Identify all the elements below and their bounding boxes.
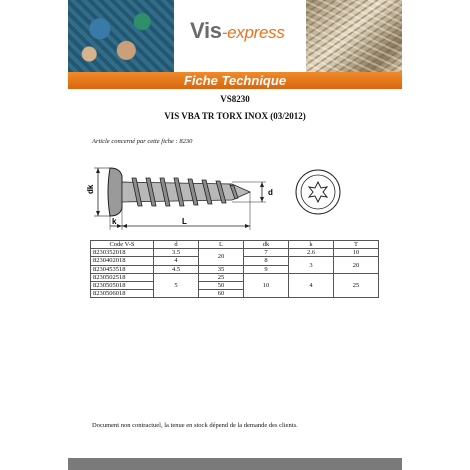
dk-cell: 9 xyxy=(244,265,289,273)
col-header-T: T xyxy=(334,241,379,249)
d-label: d xyxy=(268,188,273,197)
disclaimer-note: Document non contractuel, la tenue en stock dépend de la demande des clients. xyxy=(92,422,298,429)
header-banner xyxy=(68,0,402,72)
workshop-photo xyxy=(68,0,174,72)
k-cell: 3 xyxy=(289,257,334,273)
d-cell: 3.5 xyxy=(154,249,199,257)
spec-table xyxy=(90,240,379,298)
T-cell: 10 xyxy=(334,249,379,257)
col-header-d: d xyxy=(154,241,199,249)
table-header-row xyxy=(91,241,379,249)
T-cell: 20 xyxy=(334,257,379,273)
table-row xyxy=(91,249,379,257)
concerned-article: Article concerné par cette fiche : 8230 xyxy=(92,138,193,145)
col-header-dk: dk xyxy=(244,241,289,249)
col-header-code: Code V-S xyxy=(91,241,154,249)
table-row xyxy=(91,273,379,281)
dk-label: dk xyxy=(86,184,95,194)
d-cell: 4 xyxy=(154,257,199,265)
dk-cell: 8 xyxy=(244,257,289,265)
screws-photo xyxy=(306,0,402,72)
technical-sheet xyxy=(68,0,402,470)
k-cell: 2.6 xyxy=(289,249,334,257)
L-cell: 60 xyxy=(199,290,244,298)
k-cell: 4 xyxy=(289,273,334,298)
code-cell: 8230505018 xyxy=(91,282,154,290)
L-cell: 35 xyxy=(199,265,244,273)
brand-main-text: Vis xyxy=(190,18,222,43)
dk-cell: 7 xyxy=(244,249,289,257)
d-cell: 4.5 xyxy=(154,265,199,273)
d-cell: 5 xyxy=(154,273,199,298)
fiche-technique-banner: Fiche Technique xyxy=(68,72,402,89)
L-label: L xyxy=(182,217,187,226)
product-code: VS8230 xyxy=(220,94,250,104)
col-header-L: L xyxy=(199,241,244,249)
code-cell: 8230502518 xyxy=(91,273,154,281)
screw-head xyxy=(108,168,122,216)
col-header-k: k xyxy=(289,241,334,249)
k-label: k xyxy=(112,217,117,226)
code-cell: 8230506018 xyxy=(91,290,154,298)
code-cell: 8230402018 xyxy=(91,257,154,265)
code-cell: 8230453518 xyxy=(91,265,154,273)
screw-drawing xyxy=(82,152,382,232)
footer-bar xyxy=(68,458,402,470)
product-title: VIS VBA TR TORX INOX (03/2012) xyxy=(164,111,306,121)
L-cell: 50 xyxy=(199,282,244,290)
brand-accent-text: -express xyxy=(221,23,285,42)
dk-cell: 10 xyxy=(244,273,289,298)
code-cell: 8230352018 xyxy=(91,249,154,257)
L-cell: 20 xyxy=(199,249,244,265)
L-cell: 25 xyxy=(199,273,244,281)
brand-logo xyxy=(190,18,285,44)
T-cell: 25 xyxy=(334,273,379,298)
